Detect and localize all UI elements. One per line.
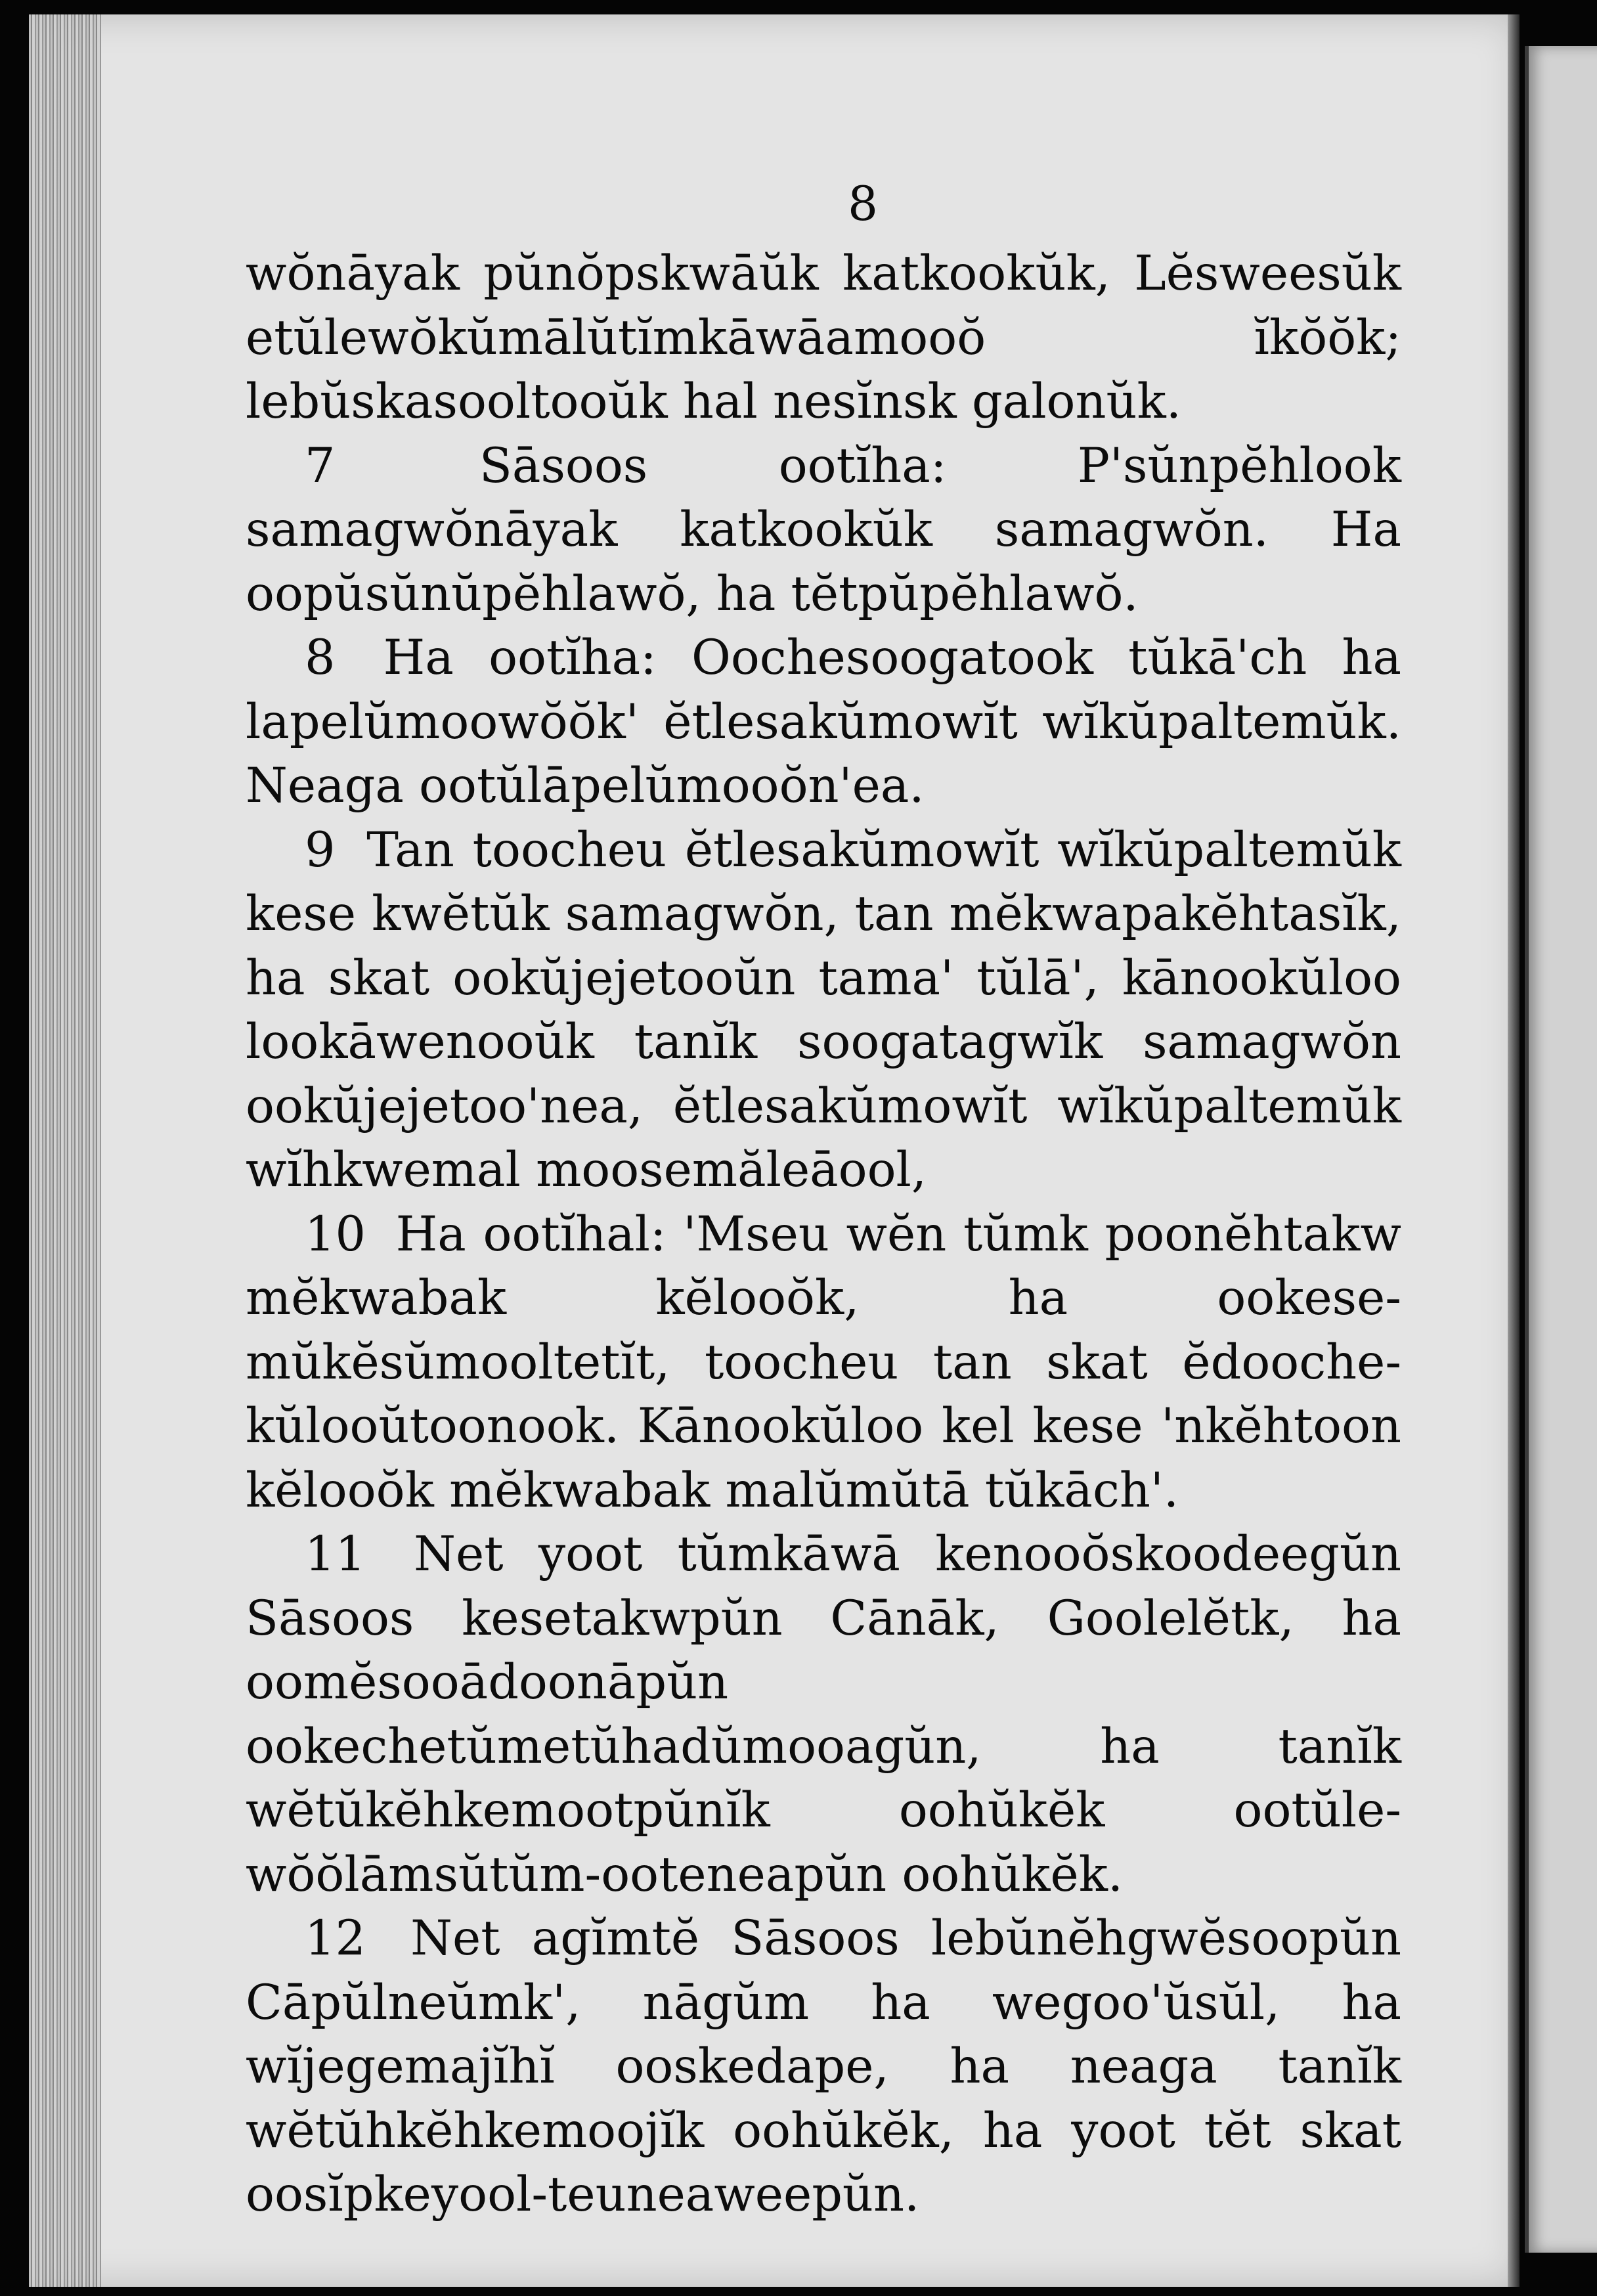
- verse-12: [246, 1907, 1401, 2227]
- page-text-block: [246, 172, 1401, 2227]
- binding-shadow: [1508, 14, 1520, 2287]
- verse-text: Net agĭmtĕ Sāsoos lebŭnĕhgwĕsoopŭn Cāpŭlneŭmk', nāgŭm ha wegoo'ŭsŭl, ha wĭjegemajĭhĭ ooskedape, ha neaga tanĭk wĕtŭhkĕhkemoojĭk oohŭkĕk, ha yoot tĕt skat oosĭpkeyool-teuneaweepŭn.: [246, 1910, 1401, 2222]
- page-stack-edges: [29, 14, 101, 2287]
- verse-9: [246, 818, 1401, 1203]
- page-number: 8: [848, 176, 878, 231]
- verse-number: 7: [305, 437, 336, 494]
- verse-number: 8: [305, 630, 336, 686]
- verse-number: 9: [305, 822, 336, 878]
- paragraph-continuation: [246, 242, 1401, 434]
- paragraph-text: wŏnāyak pŭnŏpskwāŭk katkookŭk, Lĕsweesŭk etŭlewŏkŭmālŭtĭmkāwāamooŏ ĭkŏŏk; lebŭskasooltooŭk hal nesĭnsk galonŭk.: [246, 246, 1401, 430]
- verse-11: [246, 1522, 1401, 1907]
- verse-10: [246, 1203, 1401, 1523]
- verse-text: Sāsoos ootĭha: P'sŭnpĕhlook samagwŏnāyak katkookŭk samagwŏn. Ha oopŭsŭnŭpĕhlawŏ, ha tĕtpŭpĕhlawŏ.: [246, 437, 1401, 622]
- verse-8: [246, 626, 1401, 818]
- verse-7: [246, 434, 1401, 627]
- verse-text: Tan toocheu ĕtlesakŭmowĭt wĭkŭpaltemŭk kese kwĕtŭk samagwŏn, tan mĕkwapakĕhtasĭk, ha skat ookŭjejetooŭn tama' tŭlā', kānookŭloo lookāwenooŭk tanĭk soogatagwĭk samagwŏn ookŭjejetoo'nea, ĕtlesakŭmowĭt wĭkŭpaltemŭk wĭhkwemal moosemăleāool,: [246, 822, 1401, 1198]
- book-page: [29, 14, 1520, 2287]
- facing-page-edge: [1525, 46, 1597, 2253]
- verse-number: 10: [305, 1206, 366, 1262]
- verse-text: Ha ootĭhal: 'Mseu wĕn tŭmk poonĕhtakw mĕkwabak kĕlooŏk, ha ookese-mŭkĕsŭmooltetĭt, toocheu tan skat ĕdooche-kŭlooŭtoonook. Kānookŭloo kel kese 'nkĕhtoon kĕlooŏk mĕkwabak malŭmŭtā tŭkāch'.: [246, 1206, 1401, 1518]
- verse-number: 11: [305, 1526, 366, 1582]
- verse-text: Ha ootĭha: Oochesoogatook tŭkā'ch ha lapelŭmoowŏŏk' ĕtlesakŭmowĭt wĭkŭpaltemŭk. Neaga ootŭlāpelŭmooŏn'ea.: [246, 630, 1401, 814]
- verse-text: Net yoot tŭmkāwā kenooŏskoodeegŭn Sāsoos kesetakwpŭn Cānāk, Goolelĕtk, ha oomĕsooādoonāpŭn ookechetŭmetŭhadŭmooagŭn, ha tanĭk wĕtŭkĕhkemootpŭnĭk oohŭkĕk ootŭle-wŏŏlāmsŭtŭm-ooteneapŭn oohŭkĕk.: [246, 1526, 1401, 1903]
- verse-number: 12: [305, 1910, 366, 1966]
